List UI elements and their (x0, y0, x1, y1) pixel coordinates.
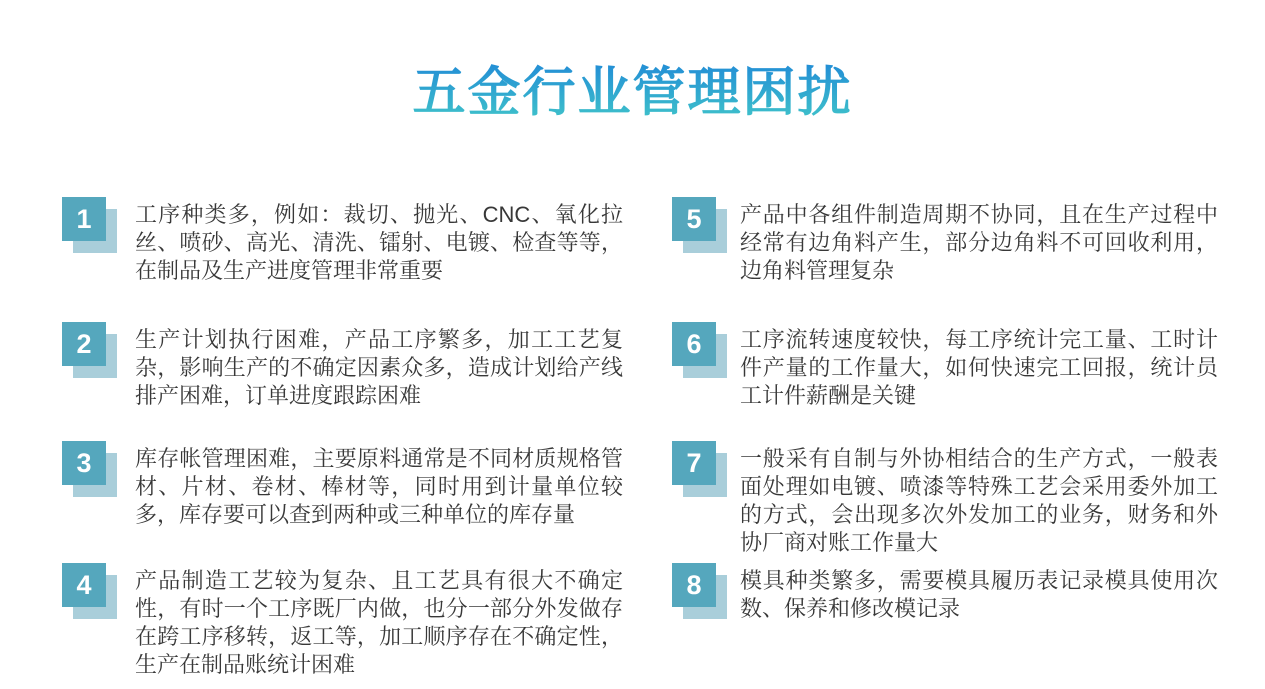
item-text: 一般采有自制与外协相结合的生产方式，一般表面处理如电镀、喷漆等特殊工艺会采用委外加工的方式，会出现多次外发加工的业务，财务和外协厂商对账工作量大 (740, 446, 1218, 555)
page-title: 五金行业管理困扰 (0, 50, 1265, 126)
item-text: 模具种类繁多，需要模具履历表记录模具使用次数、保养和修改模记录 (740, 568, 1218, 621)
item-number-badge (62, 197, 118, 254)
item-number-badge (62, 441, 118, 498)
badge-number: 2 (62, 322, 106, 366)
item-number-badge (672, 441, 728, 498)
badge-number: 6 (672, 322, 716, 366)
item-text: 产品制造工艺较为复杂、且工艺具有很大不确定性，有时一个工序既厂内做，也分一部分外发做存在跨工序移转，返工等，加工顺序存在不确定性，生产在制品账统计困难 (135, 568, 623, 677)
badge-number: 8 (672, 563, 716, 607)
item-number-badge (672, 563, 728, 620)
item-number-badge (672, 322, 728, 379)
item-number-badge (62, 563, 118, 620)
item-text: 生产计划执行困难，产品工序繁多，加工工艺复杂，影响生产的不确定因素众多，造成计划给产线排产困难，订单进度跟踪困难 (135, 327, 623, 408)
badge-number: 7 (672, 441, 716, 485)
item-text: 工序流转速度较快，每工序统计完工量、工时计件产量的工作量大，如何快速完工回报，统计员工计件薪酬是关键 (740, 327, 1218, 408)
item-text: 库存帐管理困难，主要原料通常是不同材质规格管材、片材、卷材、棒材等，同时用到计量单位较多，库存要可以查到两种或三种单位的库存量 (135, 446, 623, 527)
item-number-badge (62, 322, 118, 379)
badge-number: 1 (62, 197, 106, 241)
badge-number: 5 (672, 197, 716, 241)
item-text: 产品中各组件制造周期不协同，且在生产过程中经常有边角料产生，部分边角料不可回收利用，边角料管理复杂 (740, 202, 1218, 283)
badge-number: 4 (62, 563, 106, 607)
item-text: 工序种类多，例如：裁切、抛光、CNC、氧化拉丝、喷砂、高光、清洗、镭射、电镀、检查等等，在制品及生产进度管理非常重要 (135, 202, 623, 283)
item-number-badge (672, 197, 728, 254)
badge-number: 3 (62, 441, 106, 485)
